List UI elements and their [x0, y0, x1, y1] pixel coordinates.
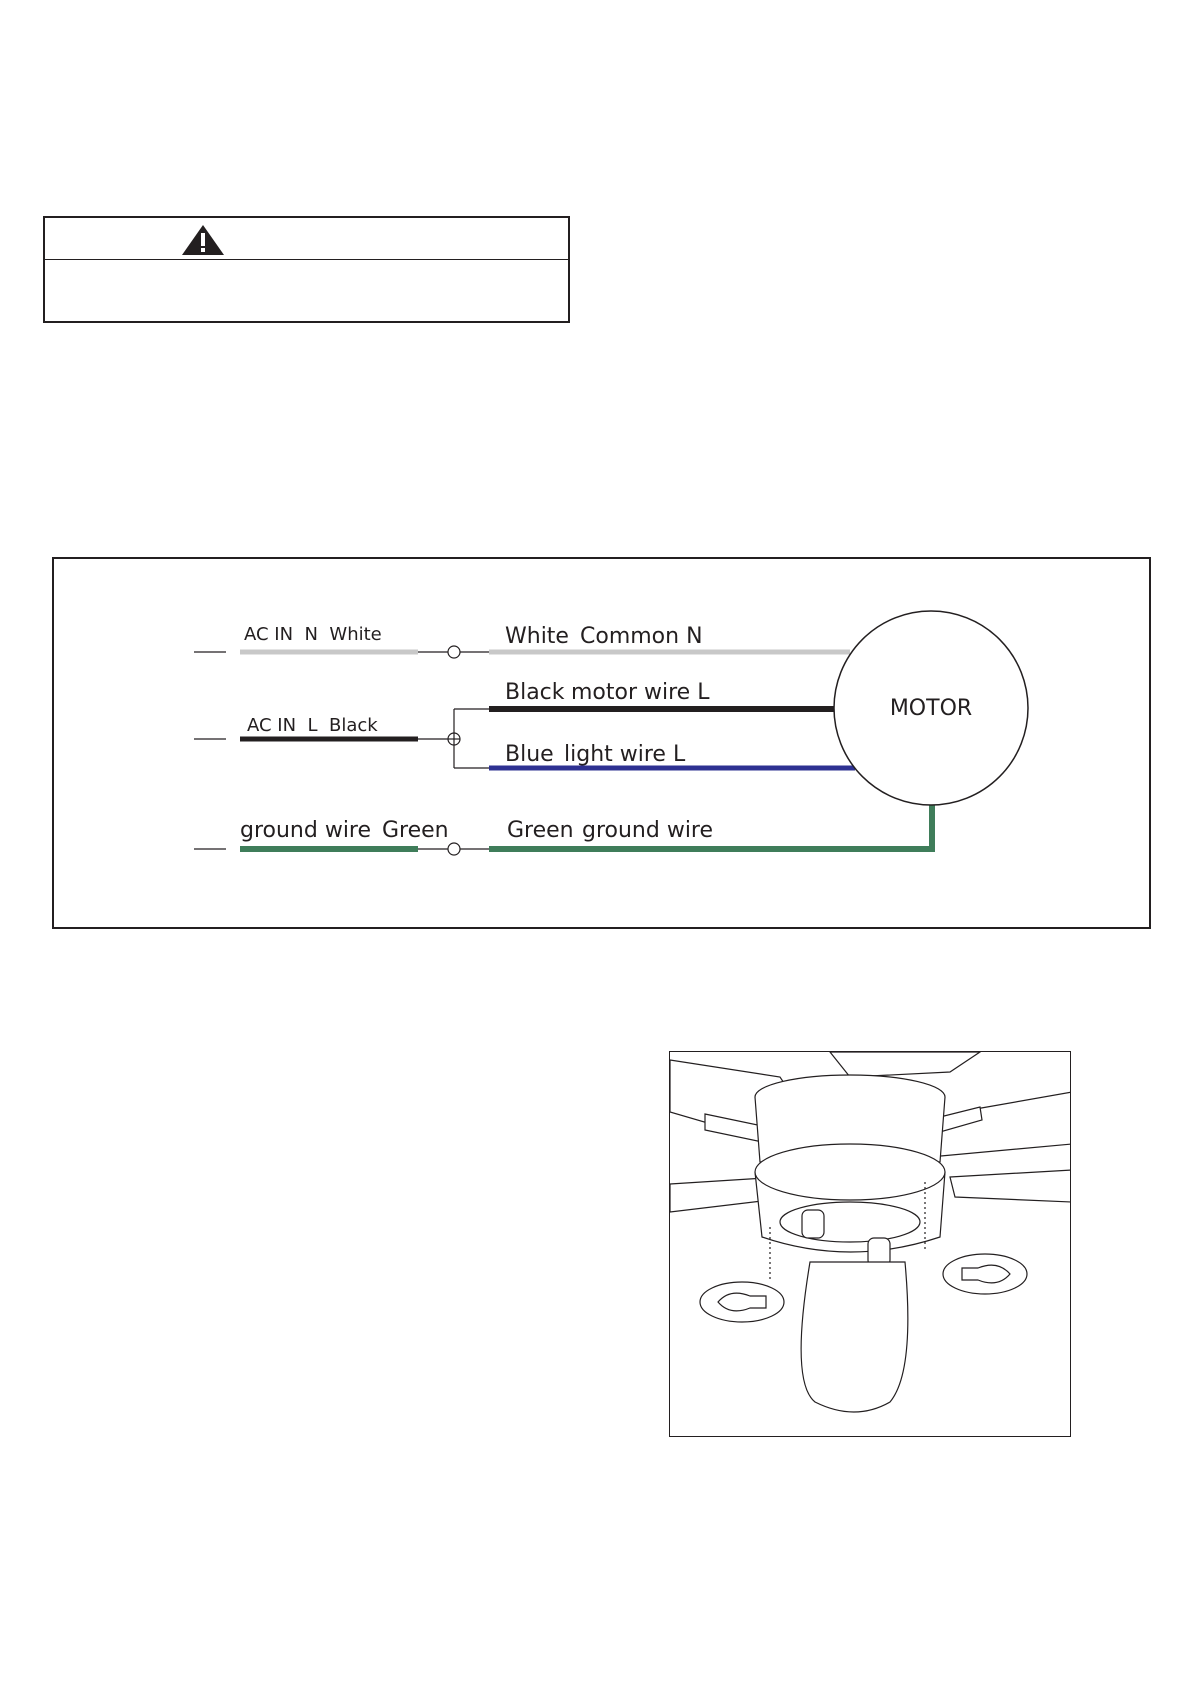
fan-blade-lower-right [950, 1170, 1071, 1202]
label-common-text: Common N [580, 624, 703, 649]
bulb-right-icon [962, 1265, 1010, 1283]
motor-label: MOTOR [889, 696, 973, 721]
label-fan-ground-color: Green [507, 818, 574, 843]
label-motor-color: Black [505, 680, 565, 705]
switch-housing-inner [780, 1202, 920, 1242]
ceiling-fan-illustration [670, 1052, 1071, 1437]
label-ac-in-neutral: AC IN N White [244, 624, 382, 645]
fan-illustration-frame [669, 1051, 1071, 1437]
bulb-socket-left [802, 1210, 824, 1238]
fan-blade-lower-left [670, 1178, 770, 1212]
glass-shade [801, 1262, 908, 1412]
switch-housing-rim [755, 1144, 945, 1200]
label-supply-ground-text: ground wire [240, 818, 372, 843]
label-light-color: Blue [505, 742, 554, 767]
label-supply-ground-color: Green [382, 818, 449, 843]
label-light-text: light wire L [564, 742, 686, 767]
label-ac-in-line: AC IN L Black [247, 715, 378, 736]
ground-connector [448, 843, 460, 855]
label-motor-text: motor wire L [571, 680, 710, 705]
fan-blade-back [830, 1052, 980, 1077]
neutral-connector [448, 646, 460, 658]
label-common-color: White [505, 624, 569, 649]
bulb-left-icon [718, 1293, 766, 1311]
label-fan-ground-text: ground wire [582, 818, 714, 843]
